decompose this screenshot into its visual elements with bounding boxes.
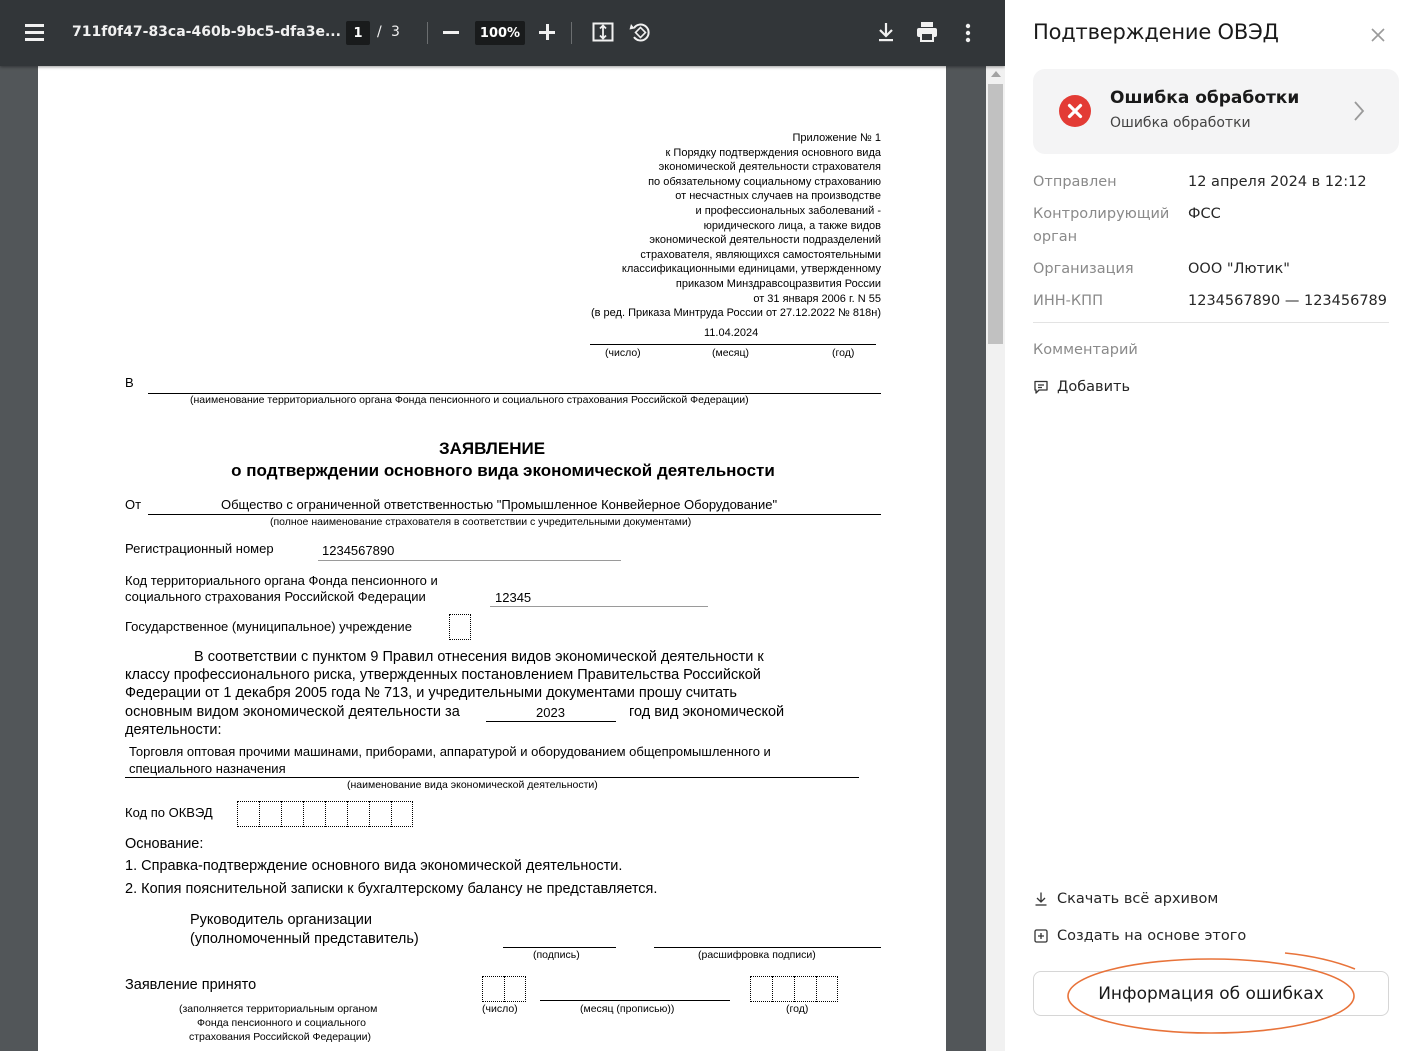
accepted-hint-2: Фонда пенсионного и социального: [197, 1017, 366, 1029]
activity-hint: (наименование вида экономической деятельности): [347, 779, 598, 791]
comment-icon: [1033, 379, 1049, 395]
error-info-button[interactable]: Информация об ошибках: [1033, 971, 1389, 1016]
para-line-4: основным видом экономической деятельности за: [125, 704, 460, 720]
page-total: 3: [391, 24, 400, 40]
appendix-line: от несчастных случаев на производстве: [675, 190, 881, 203]
toolbar-divider: [427, 22, 428, 44]
gov-checkbox: [449, 614, 471, 640]
status-card[interactable]: [1033, 69, 1399, 154]
gov-label: Государственное (муниципальное) учреждение: [125, 619, 412, 634]
para-line-2: классу профессионального риска, утвержденных постановлением Правительства Российской: [125, 667, 761, 683]
close-icon[interactable]: [1369, 26, 1387, 44]
signature-line: [503, 947, 616, 948]
scrollbar-thumb[interactable]: [988, 84, 1003, 344]
code-line: [490, 606, 708, 607]
sign-hint: (подпись): [533, 949, 580, 961]
from-label: От: [125, 497, 142, 512]
pdf-page: [38, 66, 946, 1051]
code-label-2: социального страхования Российской Федерации: [125, 589, 426, 604]
date-hint-day: (число): [605, 347, 641, 359]
pdf-toolbar: [0, 0, 1005, 66]
para-line-3: Федерации от 1 декабря 2005 года № 713, и учредительными документами прошу считать: [125, 685, 737, 701]
scroll-up-arrow[interactable]: [991, 71, 1001, 77]
status-title: Ошибка обработки: [1110, 88, 1300, 108]
zoom-out-button[interactable]: [443, 31, 459, 34]
download-archive-link[interactable]: [1033, 891, 1218, 907]
acc-month-hint: (месяц (прописью)): [580, 1003, 675, 1015]
info-value-sent: 12 апреля 2024 в 12:12: [1188, 174, 1367, 190]
okved-cells: [237, 801, 413, 827]
info-value-authority: ФСС: [1188, 206, 1221, 222]
basis-label: Основание:: [125, 836, 204, 852]
comment-label: Комментарий: [1033, 342, 1138, 358]
appendix-line: к Порядку подтверждения основного вида: [665, 146, 881, 159]
para-year-line: [486, 721, 616, 722]
toolbar-divider: [571, 22, 572, 44]
acc-day-hint: (число): [482, 1003, 518, 1015]
head-label-1: Руководитель организации: [190, 912, 372, 928]
appendix-line: по обязательному социальному страхованию: [648, 175, 881, 188]
appendix-line: и профессиональных заболеваний -: [695, 205, 881, 217]
rotate-icon[interactable]: [628, 20, 652, 44]
appendix-line: приказом Минздравсоцразвития России: [675, 278, 881, 290]
para-line-5: деятельности:: [125, 722, 222, 738]
download-archive-label: Скачать всё архивом: [1057, 891, 1219, 907]
menu-icon[interactable]: [22, 21, 48, 45]
basis-item-1: 1. Справка-подтверждение основного вида экономической деятельности.: [125, 858, 623, 874]
activity-line-2: специального назначения: [129, 761, 286, 776]
to-label: В: [125, 375, 134, 390]
more-options-icon[interactable]: [961, 21, 975, 45]
accepted-hint-3: страхования Российской Федерации): [189, 1031, 371, 1043]
info-label-inn-kpp: ИНН-КПП: [1033, 293, 1103, 309]
add-comment-link[interactable]: [1033, 379, 1130, 395]
activity-line-1: Торговля оптовая прочими машинами, приборами, аппаратурой и оборудованием общепромышленного и: [129, 744, 771, 759]
add-comment-label: Добавить: [1057, 379, 1130, 395]
code-label-1: Код территориального органа Фонда пенсионного и: [125, 573, 438, 588]
details-panel: [1005, 0, 1418, 1051]
print-icon[interactable]: [915, 21, 939, 43]
appendix-line: (в ред. Приказа Минтруда России от 27.12.2022 № 818н): [590, 307, 881, 320]
panel-title: Подтверждение ОВЭД: [1033, 20, 1279, 44]
sign-decode-line: [654, 947, 881, 948]
status-subtitle: Ошибка обработки: [1110, 115, 1251, 131]
sign-decode-hint: (расшифровка подписи): [698, 949, 816, 961]
zoom-in-button[interactable]: [539, 24, 555, 40]
doc-heading: ЗАЯВЛЕНИЕ: [438, 439, 546, 458]
download-icon[interactable]: [875, 21, 897, 43]
reg-value: 1234567890: [322, 543, 395, 558]
doc-subheading: о подтверждении основного вида экономической деятельности: [231, 461, 775, 480]
reg-label: Регистрационный номер: [125, 541, 274, 556]
appendix-line: юридического лица, а также видов: [703, 219, 881, 232]
appendix-line: от 31 января 2006 г. N 55: [753, 292, 881, 305]
create-based-link[interactable]: [1033, 928, 1246, 944]
date-line: [590, 344, 876, 345]
info-value-inn-kpp: 1234567890 — 123456789: [1188, 293, 1387, 309]
page-number-input[interactable]: 1: [346, 21, 370, 45]
appendix-line: Приложение № 1: [792, 132, 881, 144]
info-label-sent: Отправлен: [1033, 174, 1117, 190]
info-value-organization: ООО "Лютик": [1188, 261, 1290, 277]
acc-year-hint: (год): [786, 1003, 809, 1015]
document-title: 711f0f47-83ca-460b-9bc5-dfa3e...: [72, 24, 341, 40]
error-icon: [1059, 95, 1091, 127]
divider: [1033, 322, 1389, 323]
accepted-day-cells: [482, 976, 526, 1002]
appendix-line: страхователя, являющихся самостоятельными: [640, 248, 881, 261]
para-year: 2023: [536, 705, 565, 720]
para-line-4b: год вид экономической: [629, 704, 785, 720]
date-hint-month: (месяц): [712, 347, 750, 359]
from-value: Общество с ограниченной ответственностью "Промышленное Конвейерное Оборудование": [221, 497, 778, 512]
acc-month-line: [540, 1000, 730, 1001]
zoom-level-input[interactable]: 100%: [475, 21, 525, 45]
create-based-label: Создать на основе этого: [1057, 928, 1247, 944]
basis-item-2: 2. Копия пояснительной записки к бухгалтерскому балансу не представляется.: [125, 881, 658, 897]
plus-square-icon: [1033, 928, 1049, 944]
accepted-year-cells: [750, 976, 838, 1002]
fit-page-icon[interactable]: [592, 22, 614, 42]
activity-line: [125, 777, 859, 778]
appendix-line: классификационными единицами, утвержденному: [621, 263, 881, 276]
info-label-organization: Организация: [1033, 261, 1134, 277]
info-label-authority: Контролирующий орган: [1033, 206, 1170, 245]
head-label-2: (уполномоченный представитель): [190, 931, 419, 947]
reg-line: [318, 560, 621, 561]
okved-label: Код по ОКВЭД: [125, 805, 213, 820]
date-value: 11.04.2024: [704, 327, 759, 339]
from-hint: (полное наименование страхователя в соответствии с учредительными документами): [270, 516, 692, 528]
date-hint-year: (год): [832, 347, 855, 359]
from-line: [148, 514, 881, 515]
accepted-label: Заявление принято: [125, 977, 257, 993]
para-line-1: В соответствии с пунктом 9 Правил отнесения видов экономической деятельности к: [194, 649, 764, 665]
appendix-line: экономической деятельности подразделений: [649, 234, 881, 247]
scrollbar[interactable]: [986, 66, 1005, 1051]
download-icon: [1033, 891, 1049, 907]
code-value: 12345: [495, 590, 532, 605]
chevron-right-icon: [1351, 99, 1367, 123]
appendix-line: экономической деятельности страхователя: [658, 161, 881, 174]
page-separator: /: [377, 24, 382, 40]
to-hint: (наименование территориального органа Фонда пенсионного и социального страхования Российской Федерации): [190, 394, 749, 406]
accepted-hint-1: (заполняется территориальным органом: [179, 1003, 378, 1015]
